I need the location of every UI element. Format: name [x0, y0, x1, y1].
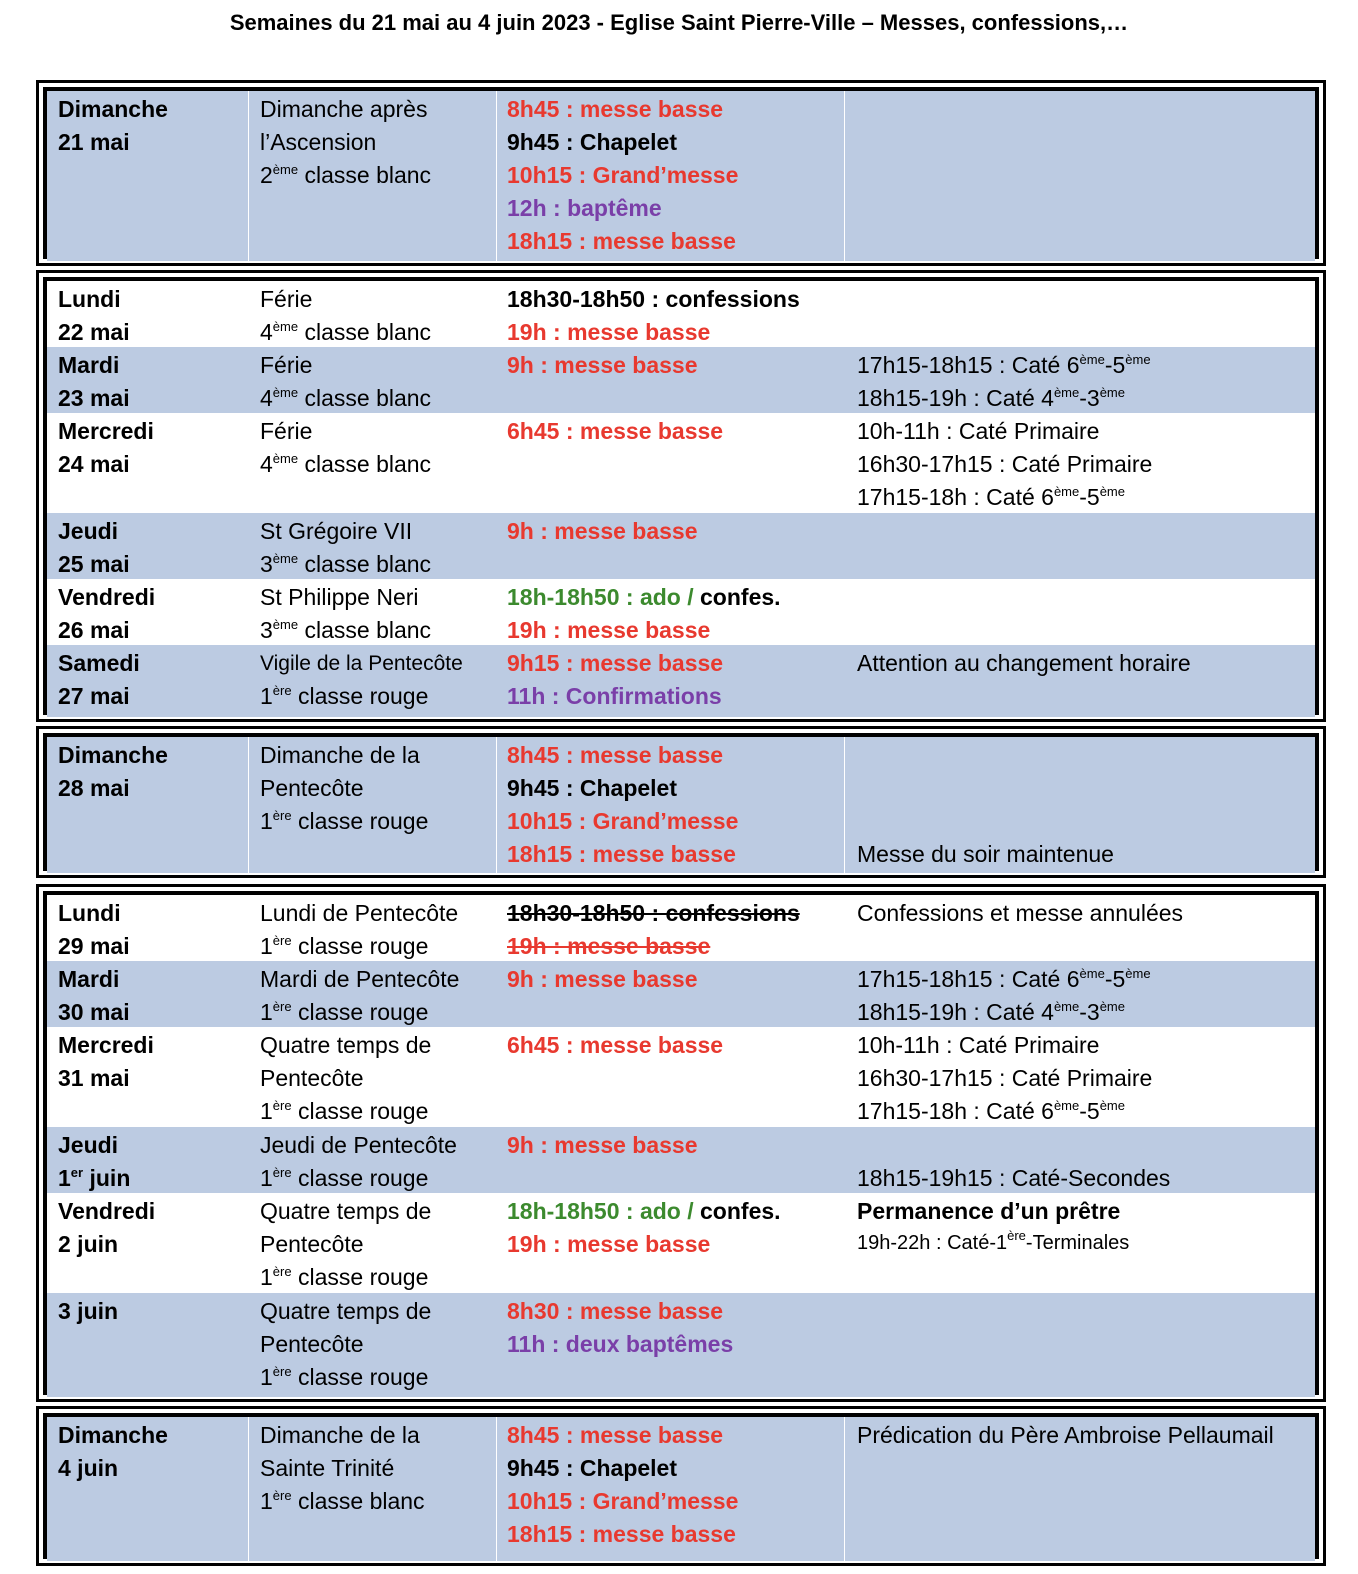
- cell-line: Samedi: [58, 650, 140, 676]
- notes-cell: [845, 1193, 1315, 1293]
- notes-cell: [845, 413, 1315, 513]
- cell-line: Pentecôte: [260, 1231, 364, 1257]
- cell-line: Quatre temps de: [260, 1032, 432, 1058]
- notes-cell: [845, 1127, 1315, 1193]
- cell-line: 9h45 : Chapelet: [507, 1455, 677, 1481]
- feast-cell: [249, 1027, 497, 1127]
- feast-cell: [249, 645, 497, 717]
- cell-line: 24 mai: [58, 451, 130, 477]
- day-cell: [47, 1193, 249, 1293]
- day-cell: [47, 579, 249, 645]
- events-cell: [497, 895, 845, 961]
- feast-cell: [249, 1293, 497, 1397]
- notes-cell: [845, 961, 1315, 1027]
- ordinal-suffix: ème: [1053, 385, 1080, 400]
- events-cell: [497, 1127, 845, 1193]
- cell-line: Lundi: [58, 286, 121, 312]
- events-cell: [497, 513, 845, 579]
- cell-line: 26 mai: [58, 617, 130, 643]
- liturgical-class: 4ème classe blanc: [260, 319, 432, 345]
- cell-line: Férie: [260, 418, 313, 444]
- cell-line: 12h : baptême: [507, 195, 662, 221]
- ordinal-suffix: ème: [272, 617, 299, 632]
- table-row: [47, 895, 1315, 961]
- table-row: [47, 579, 1315, 645]
- liturgical-class: 1ère classe blanc: [260, 1488, 425, 1514]
- cell-line: 18h-18h50 : ado / confes.: [507, 584, 781, 610]
- cell-line: 19h : messe basse: [507, 617, 711, 643]
- cell-line: Permanence d’un prêtre: [857, 1198, 1121, 1224]
- cell-line: Lundi de Pentecôte: [260, 900, 459, 926]
- cell-line: 31 mai: [58, 1065, 130, 1091]
- day-cell: [47, 1127, 249, 1193]
- day-cell: [47, 645, 249, 717]
- cell-line: Quatre temps de: [260, 1198, 432, 1224]
- cell-line: Sainte Trinité: [260, 1455, 395, 1481]
- note-text: Messe du soir maintenue: [857, 841, 1114, 867]
- liturgical-class: 3ème classe blanc: [260, 617, 432, 643]
- ordinal-suffix: ème: [1079, 966, 1105, 981]
- events-cell: [497, 737, 845, 873]
- feast-cell: [249, 895, 497, 961]
- day-cell: [47, 1293, 249, 1397]
- cell-line: Pentecôte: [260, 1331, 364, 1357]
- cell-line: 16h30-17h15 : Caté Primaire: [857, 1065, 1153, 1091]
- cell-line: Dimanche: [58, 1422, 168, 1448]
- notes-cell: [845, 1417, 1315, 1561]
- cell-line: Vigile de la Pentecôte: [260, 652, 463, 675]
- cell-line: 9h15 : messe basse: [507, 650, 724, 676]
- cell-line: 18h15 : messe basse: [507, 1521, 736, 1547]
- cell-line: 18h15 : messe basse: [507, 841, 736, 867]
- feast-cell: [249, 579, 497, 645]
- notes-cell: [845, 579, 1315, 645]
- liturgical-class: 1ère classe rouge: [260, 1098, 429, 1124]
- ordinal-suffix: ère: [272, 683, 292, 698]
- notes-cell: [845, 91, 1315, 261]
- cell-line: 8h45 : messe basse: [507, 1422, 724, 1448]
- cell-line: 22 mai: [58, 319, 130, 345]
- cell-line: Pentecôte: [260, 1065, 364, 1091]
- feast-cell: [249, 1127, 497, 1193]
- cell-line: 18h-18h50 : ado / confes.: [507, 1198, 781, 1224]
- events-cell: [497, 645, 845, 717]
- table-row: [47, 1193, 1315, 1293]
- day-cell: [47, 281, 249, 347]
- ordinal-suffix: ère: [272, 808, 292, 823]
- table-row: [47, 961, 1315, 1027]
- table-row: [47, 1127, 1315, 1193]
- cell-line: 11h : Confirmations: [507, 683, 722, 709]
- events-cell: [497, 1193, 845, 1293]
- day-cell: [47, 1027, 249, 1127]
- cell-line: Mercredi: [58, 1032, 154, 1058]
- ordinal-suffix: ère: [272, 1488, 292, 1503]
- feast-cell: [249, 1417, 497, 1561]
- cell-line: 28 mai: [58, 775, 130, 801]
- cell-line: Dimanche: [58, 96, 168, 122]
- liturgical-class: 1ère classe rouge: [260, 999, 429, 1025]
- day-cell: [47, 895, 249, 961]
- cancelled-confessions: 18h30-18h50 : confessions: [507, 900, 800, 926]
- cell-line: 9h : messe basse: [507, 1132, 698, 1158]
- cell-line: 25 mai: [58, 551, 130, 577]
- cell-line: Dimanche de la: [260, 742, 420, 768]
- cell-line: Mardi: [58, 352, 120, 378]
- cell-line: Dimanche: [58, 742, 168, 768]
- cell-line: Férie: [260, 286, 313, 312]
- cell-line: 10h15 : Grand’messe: [507, 1488, 739, 1514]
- cell-line: Mardi de Pentecôte: [260, 966, 460, 992]
- ordinal-suffix: er: [70, 1165, 84, 1180]
- ordinal-suffix: ère: [272, 1364, 292, 1379]
- cell-line: 18h15-19h15 : Caté-Secondes: [857, 1165, 1171, 1191]
- cell-line: 6h45 : messe basse: [507, 418, 724, 444]
- cell-line: Jeudi: [58, 1132, 119, 1158]
- ordinal-suffix: ème: [272, 551, 299, 566]
- notes-cell: [845, 347, 1315, 413]
- ordinal-suffix: ème: [1125, 352, 1151, 367]
- cell-line: 17h15-18h : Caté 6ème-5ème: [857, 484, 1125, 510]
- cell-line: 8h30 : messe basse: [507, 1298, 724, 1324]
- cell-line: 10h-11h : Caté Primaire: [857, 418, 1100, 444]
- notes-cell: [845, 513, 1315, 579]
- cell-line: Dimanche de la: [260, 1422, 420, 1448]
- table-row: [47, 737, 1315, 873]
- cell-line: 30 mai: [58, 999, 130, 1025]
- ordinal-suffix: ème: [1053, 1098, 1080, 1113]
- feast-cell: [249, 1193, 497, 1293]
- liturgical-class: 3ème classe blanc: [260, 551, 432, 577]
- cell-line: 18h15-19h : Caté 4ème-3ème: [857, 999, 1125, 1025]
- feast-cell: [249, 347, 497, 413]
- cell-line: Lundi: [58, 900, 121, 926]
- note-text: Prédication du Père Ambroise Pellaumail: [857, 1422, 1274, 1448]
- day-cell: [47, 737, 249, 873]
- ordinal-suffix: ère: [1007, 1228, 1026, 1243]
- liturgical-class: 1ère classe rouge: [260, 1364, 429, 1390]
- ordinal-suffix: ère: [272, 933, 292, 948]
- notes-cell: [845, 895, 1315, 961]
- cancelled-mass: 19h : messe basse: [507, 933, 711, 959]
- section-sunday-4-june: [36, 1406, 1326, 1566]
- table-row: [47, 1027, 1315, 1127]
- cell-line: 9h : messe basse: [507, 966, 698, 992]
- cell-line: Vendredi: [58, 584, 156, 610]
- liturgical-class: 1ère classe rouge: [260, 683, 429, 709]
- notes-cell: [845, 737, 1315, 873]
- cell-line: 2 juin: [58, 1231, 119, 1257]
- cell-line: 29 mai: [58, 933, 130, 959]
- liturgical-class: 4ème classe blanc: [260, 451, 432, 477]
- ordinal-suffix: ème: [1099, 385, 1125, 400]
- cell-line: 8h45 : messe basse: [507, 96, 724, 122]
- cell-line: 18h15 : messe basse: [507, 228, 736, 254]
- cell-line: 18h30-18h50 : confessions: [507, 286, 800, 312]
- liturgical-class: 1ère classe rouge: [260, 1165, 429, 1191]
- day-cell: [47, 413, 249, 513]
- cell-line: Vendredi: [58, 1198, 156, 1224]
- cell-line: 27 mai: [58, 683, 130, 709]
- ordinal-suffix: ème: [1099, 1098, 1125, 1113]
- ordinal-suffix: ère: [272, 999, 292, 1014]
- table-row: [47, 413, 1315, 513]
- feast-cell: [249, 281, 497, 347]
- cell-line: 17h15-18h15 : Caté 6ème-5ème: [857, 352, 1151, 378]
- cell-line: 11h : deux baptêmes: [507, 1331, 734, 1357]
- ordinal-suffix: ère: [272, 1098, 292, 1113]
- events-cell: [497, 91, 845, 261]
- table-row: [47, 1417, 1315, 1561]
- feast-cell: [249, 513, 497, 579]
- cell-line: 19h : messe basse: [507, 319, 711, 345]
- cell-line: 18h15-19h : Caté 4ème-3ème: [857, 385, 1125, 411]
- events-cell: [497, 413, 845, 513]
- cell-line: 19h : messe basse: [507, 1231, 711, 1257]
- notes-cell: [845, 281, 1315, 347]
- cell-line: 17h15-18h : Caté 6ème-5ème: [857, 1098, 1125, 1124]
- events-cell: [497, 1027, 845, 1127]
- cell-line: 9h : messe basse: [507, 518, 698, 544]
- cell-line: 21 mai: [58, 129, 130, 155]
- ordinal-suffix: ème: [1053, 999, 1080, 1014]
- feast-cell: [249, 961, 497, 1027]
- liturgical-class: 1ère classe rouge: [260, 1264, 429, 1290]
- events-cell: [497, 1417, 845, 1561]
- liturgical-class: 1ère classe rouge: [260, 933, 429, 959]
- day-cell: [47, 347, 249, 413]
- day-cell: [47, 961, 249, 1027]
- liturgical-class: 1ère classe rouge: [260, 808, 429, 834]
- cell-line: Dimanche après: [260, 96, 428, 122]
- cell-line: 10h15 : Grand’messe: [507, 162, 739, 188]
- cell-line: 23 mai: [58, 385, 130, 411]
- events-cell: [497, 961, 845, 1027]
- table-row: [47, 513, 1315, 579]
- cell-line: Mardi: [58, 966, 120, 992]
- ordinal-suffix: ème: [1079, 352, 1105, 367]
- ordinal-suffix: ème: [1125, 966, 1151, 981]
- page-title: Semaines du 21 mai au 4 juin 2023 - Eglise Saint Pierre-Ville – Messes, confessions,…: [229, 10, 1129, 35]
- cell-line: St Philippe Neri: [260, 584, 419, 610]
- ordinal-suffix: ème: [272, 385, 299, 400]
- ordinal-suffix: ère: [272, 1165, 292, 1180]
- table-row: [47, 645, 1315, 717]
- day-cell: [47, 1417, 249, 1561]
- liturgical-class: 4ème classe blanc: [260, 385, 432, 411]
- cell-line: 16h30-17h15 : Caté Primaire: [857, 451, 1153, 477]
- feast-cell: [249, 413, 497, 513]
- feast-cell: [249, 737, 497, 873]
- ordinal-suffix: ème: [1053, 484, 1080, 499]
- cell-line: Attention au changement horaire: [857, 650, 1191, 676]
- cell-line: St Grégoire VII: [260, 518, 413, 544]
- cell-line: 19h-22h : Caté-1ère-Terminales: [857, 1228, 1130, 1254]
- section-week-22-27-may: [36, 270, 1326, 722]
- events-cell: [497, 281, 845, 347]
- table-row: [47, 347, 1315, 413]
- notes-cell: [845, 645, 1315, 717]
- section-week-29-may-3-june: [36, 884, 1326, 1402]
- cell-line: 4 juin: [58, 1455, 119, 1481]
- cell-line: l’Ascension: [260, 129, 377, 155]
- cell-line: 3 juin: [58, 1298, 119, 1324]
- day-cell: [47, 91, 249, 261]
- cell-line: 9h : messe basse: [507, 352, 698, 378]
- cell-line: 10h15 : Grand’messe: [507, 808, 739, 834]
- events-cell: [497, 579, 845, 645]
- cell-line: 6h45 : messe basse: [507, 1032, 724, 1058]
- cell-line: Confessions et messe annulées: [857, 900, 1184, 926]
- ordinal-suffix: ère: [272, 1264, 292, 1279]
- table-row: [47, 1293, 1315, 1397]
- cell-line: Quatre temps de: [260, 1298, 432, 1324]
- cell-line: Férie: [260, 352, 313, 378]
- ordinal-suffix: ème: [1099, 999, 1125, 1014]
- table-row: [47, 281, 1315, 347]
- section-sunday-28-may: [36, 726, 1326, 878]
- cell-line: 17h15-18h15 : Caté 6ème-5ème: [857, 966, 1151, 992]
- feast-cell: [249, 91, 497, 261]
- cell-line: 9h45 : Chapelet: [507, 129, 677, 155]
- ordinal-suffix: ème: [1099, 484, 1125, 499]
- cell-line: Pentecôte: [260, 775, 364, 801]
- cell-line: Jeudi de Pentecôte: [260, 1132, 457, 1158]
- events-cell: [497, 1293, 845, 1397]
- table-row: [47, 91, 1315, 261]
- cell-line: 10h-11h : Caté Primaire: [857, 1032, 1100, 1058]
- section-sunday-21-may: [36, 80, 1326, 266]
- notes-cell: [845, 1027, 1315, 1127]
- ordinal-suffix: ème: [272, 162, 299, 177]
- cell-line: Mercredi: [58, 418, 154, 444]
- cell-line: Jeudi: [58, 518, 119, 544]
- cell-line: 9h45 : Chapelet: [507, 775, 677, 801]
- ordinal-suffix: ème: [272, 451, 299, 466]
- events-cell: [497, 347, 845, 413]
- notes-cell: [845, 1293, 1315, 1397]
- liturgical-class: 2ème classe blanc: [260, 162, 432, 188]
- cell-line: 1er juin: [58, 1165, 131, 1191]
- ordinal-suffix: ème: [272, 319, 299, 334]
- cell-line: 8h45 : messe basse: [507, 742, 724, 768]
- day-cell: [47, 513, 249, 579]
